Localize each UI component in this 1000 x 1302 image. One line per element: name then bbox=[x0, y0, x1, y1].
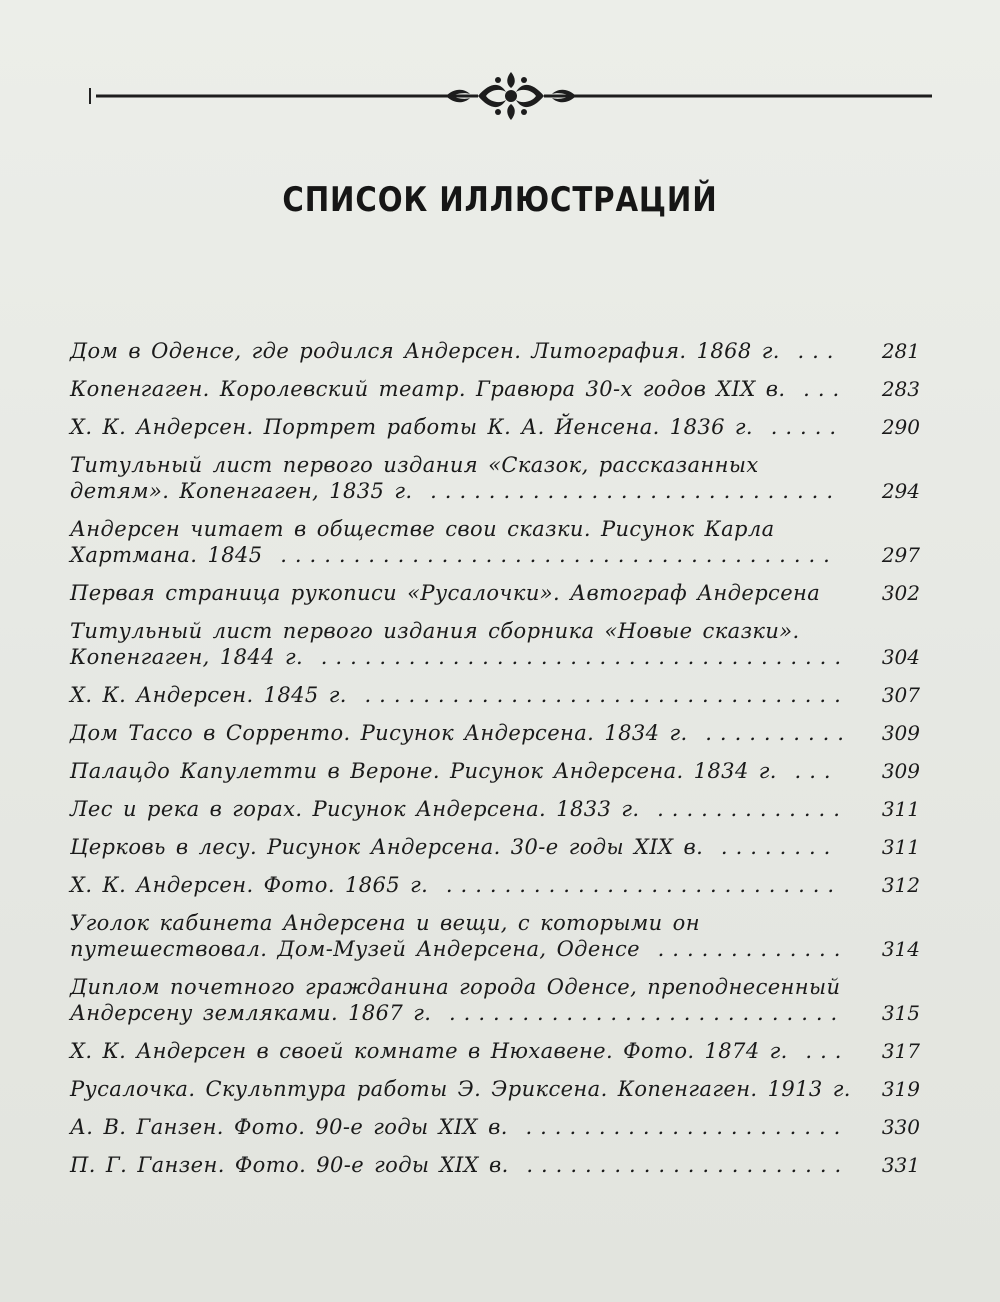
toc-entry bbox=[70, 414, 920, 440]
toc-entry bbox=[70, 452, 920, 504]
toc-entry bbox=[70, 516, 920, 568]
leader-dots: ........................... bbox=[428, 873, 843, 897]
leader-dots: ... bbox=[776, 759, 839, 783]
toc-entry bbox=[70, 618, 920, 670]
toc-entry bbox=[70, 872, 920, 898]
leader-dots: ...................................... bbox=[262, 543, 838, 567]
toc-entry bbox=[70, 758, 920, 784]
toc-entry bbox=[70, 376, 920, 402]
toc-entry-text: Первая страница рукописи «Русалочки». Автограф Андерсена bbox=[70, 581, 821, 605]
toc-entry-text: Дом Тассо в Сорренто. Рисунок Андерсена. 1834 г. .......... bbox=[70, 721, 852, 745]
toc-entry bbox=[70, 1038, 920, 1064]
toc-entry-text: Х. К. Андерсен. Фото. 1865 г. ........................... bbox=[70, 873, 843, 897]
toc-entry-text: Русалочка. Скульптура работы Э. Эриксена. Копенгаген. 1913 г. bbox=[70, 1077, 851, 1101]
leader-dots: ........ bbox=[703, 835, 839, 859]
toc-page-number: 302 bbox=[881, 581, 920, 605]
toc-page-number: 309 bbox=[881, 759, 920, 783]
leader-dots: ... bbox=[779, 339, 842, 363]
leader-dots: ............. bbox=[639, 937, 849, 961]
leader-dots: ... bbox=[787, 1039, 850, 1063]
toc-page-number: 315 bbox=[881, 1001, 920, 1025]
toc-page-number: 317 bbox=[881, 1039, 920, 1063]
toc-entry-text: Копенгаген. Королевский театр. Гравюра 30-х годов XIX в. ... bbox=[70, 377, 848, 401]
leader-dots: ...................... bbox=[507, 1115, 849, 1139]
illustrations-list bbox=[70, 338, 920, 1190]
toc-entry bbox=[70, 1152, 920, 1178]
toc-entry bbox=[70, 796, 920, 822]
toc-entry-text: Палацдо Капулетти в Вероне. Рисунок Андерсена. 1834 г. ... bbox=[70, 759, 839, 783]
toc-entry-text: Диплом почетного гражданина города Оденсе, преподнесенный Андерсену земляками. 1867 г. ........................... bbox=[70, 975, 846, 1025]
toc-page-number: 319 bbox=[881, 1077, 920, 1101]
toc-page-number: 331 bbox=[881, 1153, 920, 1177]
toc-entry-text: Уголок кабинета Андерсена и вещи, с которыми он путешествовал. Дом-Музей Андерсена, Оденсе ............. bbox=[70, 911, 849, 961]
toc-entry-text: Титульный лист первого издания «Сказок, рассказанных детям». Копенгаген, 1835 г. ............................ bbox=[70, 453, 842, 503]
toc-page-number: 311 bbox=[881, 797, 920, 821]
toc-entry-text: А. В. Ганзен. Фото. 90-е годы XIX в. ...................... bbox=[70, 1115, 849, 1139]
toc-page-number: 311 bbox=[881, 835, 920, 859]
leader-dots: ............. bbox=[639, 797, 848, 821]
toc-page-number: 312 bbox=[881, 873, 920, 897]
leader-dots: ................................. bbox=[346, 683, 849, 707]
page-title: СПИСОК ИЛЛЮСТРАЦИЙ bbox=[282, 180, 718, 220]
toc-entry-text: Андерсен читает в обществе свои сказки. Рисунок Карла Хартмана. 1845 ...................................... bbox=[70, 517, 838, 567]
toc-entry-text: Х. К. Андерсен. 1845 г. ................................. bbox=[70, 683, 849, 707]
toc-entry-text: Х. К. Андерсен в своей комнате в Нюхавене. Фото. 1874 г. ... bbox=[70, 1039, 850, 1063]
toc-entry-text: П. Г. Ганзен. Фото. 90-е годы XIX в. ...................... bbox=[70, 1153, 850, 1177]
toc-page-number: 330 bbox=[881, 1115, 920, 1139]
toc-entry-text: Дом в Оденсе, где родился Андерсен. Литография. 1868 г. ... bbox=[70, 339, 842, 363]
toc-page-number: 314 bbox=[881, 937, 920, 961]
leader-dots: ............................ bbox=[412, 479, 842, 503]
toc-entry-text: Титульный лист первого издания сборника «Новые сказки». Копенгаген, 1844 г. .................................... bbox=[70, 619, 850, 669]
toc-page-number: 294 bbox=[881, 479, 920, 503]
toc-entry-text: Церковь в лесу. Рисунок Андерсена. 30-е годы XIX в. ........ bbox=[70, 835, 839, 859]
toc-entry bbox=[70, 974, 920, 1026]
toc-entry bbox=[70, 910, 920, 962]
toc-page-number: 304 bbox=[881, 645, 920, 669]
toc-entry bbox=[70, 1076, 920, 1102]
toc-entry-text: Х. К. Андерсен. Портрет работы К. А. Йенсена. 1836 г. ..... bbox=[70, 415, 845, 439]
toc-page-number: 309 bbox=[881, 721, 920, 745]
leader-dots: ..... bbox=[753, 415, 845, 439]
toc-entry bbox=[70, 580, 920, 606]
toc-page-number: 281 bbox=[881, 339, 920, 363]
toc-entry bbox=[70, 720, 920, 746]
leader-dots: .................................... bbox=[303, 645, 850, 669]
leader-dots: .......... bbox=[687, 721, 852, 745]
toc-page-number: 297 bbox=[881, 543, 920, 567]
toc-entry bbox=[70, 1114, 920, 1140]
toc-page-number: 290 bbox=[881, 415, 920, 439]
toc-entry bbox=[70, 338, 920, 364]
ornament-divider-icon bbox=[86, 58, 936, 128]
toc-page-number: 307 bbox=[881, 683, 920, 707]
toc-page-number: 283 bbox=[881, 377, 920, 401]
toc-entry bbox=[70, 834, 920, 860]
leader-dots: ...................... bbox=[508, 1153, 850, 1177]
toc-entry bbox=[70, 682, 920, 708]
leader-dots: ... bbox=[785, 377, 848, 401]
leader-dots: ........................... bbox=[431, 1001, 846, 1025]
toc-entry-text: Лес и река в горах. Рисунок Андерсена. 1833 г. ............. bbox=[70, 797, 848, 821]
